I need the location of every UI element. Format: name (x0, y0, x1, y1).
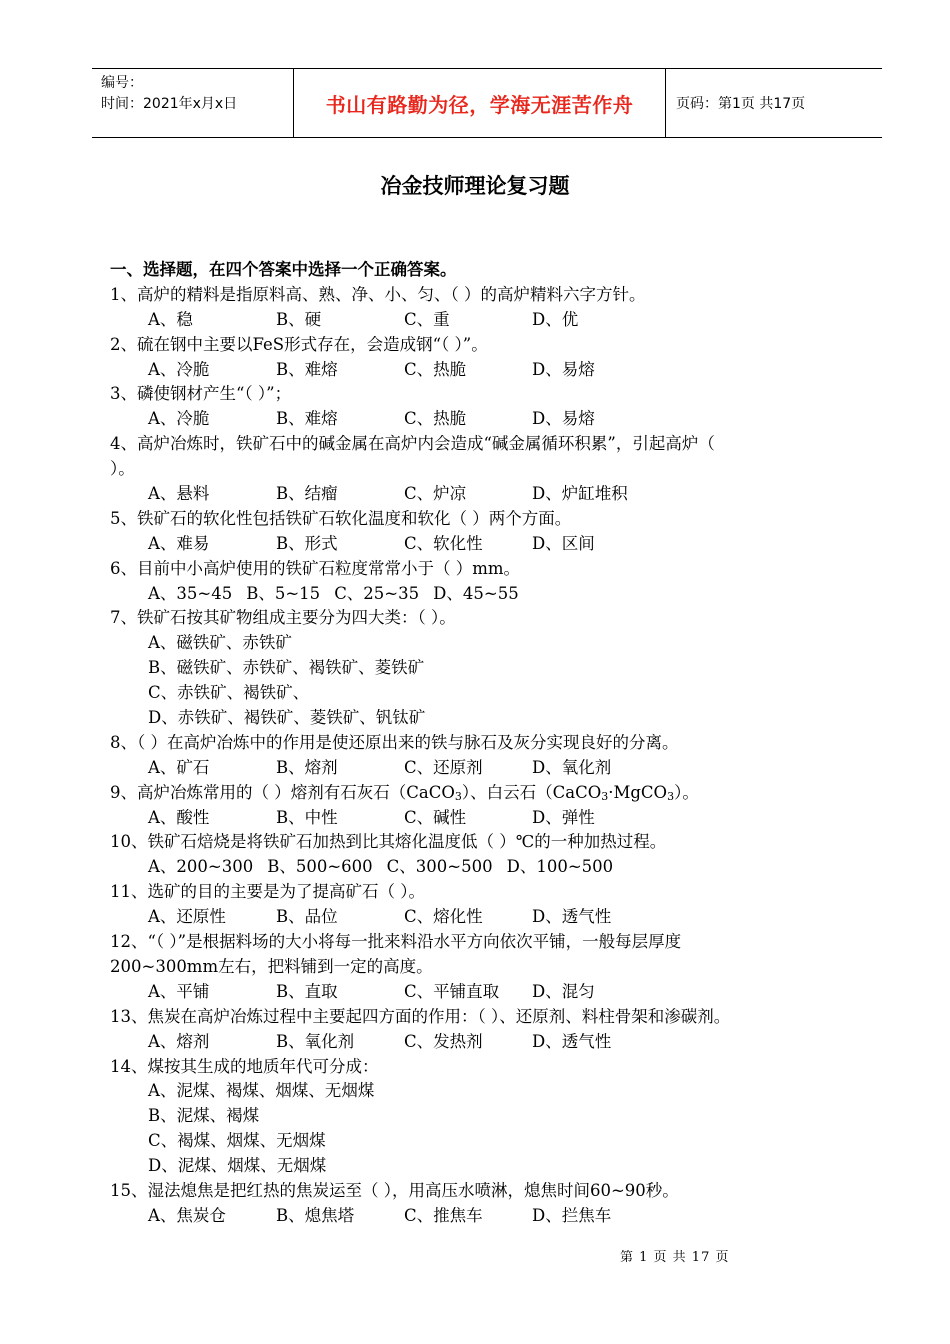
question-2: 2、硫在钢中主要以FeS形式存在，会造成钢“（ ）”。 (110, 334, 488, 354)
header-page-number: 页码：第1页 共17页 (676, 96, 806, 112)
question-9-text-a: 9、高炉冶炼常用的（ ）熔剂有石灰石（CaCO (110, 782, 455, 802)
page-header (92, 68, 882, 138)
document-date: 时间：2021年x月x日 (101, 96, 238, 112)
question-12-options (110, 980, 870, 1005)
question-14: 14、煤按其生成的地质年代可分成： (110, 1056, 379, 1076)
header-info-cell (92, 69, 294, 137)
option-c: C、发热剂 (404, 1031, 483, 1051)
option-b: B、硬 (276, 309, 322, 329)
question-6: 6、目前中小高炉使用的铁矿石粒度常常小于（ ）mm。 (110, 558, 521, 578)
question-5-options (110, 532, 870, 557)
option-a: A、酸性 (148, 807, 210, 827)
question-9-options (110, 806, 870, 831)
option-c: C、推焦车 (404, 1205, 483, 1225)
option-c: C、软化性 (404, 533, 483, 553)
question-11: 11、选矿的目的主要是为了提高矿石（ ）。 (110, 882, 425, 902)
option-a: A、还原性 (148, 907, 226, 927)
question-4-options (110, 482, 870, 507)
option-b: B、氧化剂 (276, 1031, 355, 1051)
header-motto: 书山有路勤为径，学海无涯苦作舟 (294, 69, 666, 137)
option-b: B、中性 (276, 807, 338, 827)
option-b: B、难熔 (276, 409, 338, 429)
option-d: D、易熔 (532, 409, 595, 429)
option-d: D、泥煤、烟煤、无烟煤 (148, 1156, 327, 1176)
option-c: C、热脆 (404, 359, 467, 379)
option-a: A、悬料 (148, 484, 210, 504)
question-15: 15、湿法熄焦是把红热的焦炭运至（ ），用高压水喷淋，熄焦时间60~90秒。 (110, 1180, 679, 1200)
option-d: D、弹性 (532, 807, 595, 827)
option-d: D、赤铁矿、褐铁矿、菱铁矿、钒钛矿 (148, 708, 426, 728)
question-6-options (110, 582, 870, 607)
option-c: C、300~500 (386, 857, 493, 877)
option-a: A、平铺 (148, 981, 210, 1001)
question-8-options (110, 756, 870, 781)
option-c: C、还原剂 (404, 757, 483, 777)
question-1: 1、高炉的精料是指原料高、熟、净、小、匀、（ ）的高炉精料六字方针。 (110, 284, 646, 304)
option-b: B、熄焦塔 (276, 1205, 355, 1225)
option-a: A、磁铁矿、赤铁矿 (148, 633, 292, 653)
question-12: 12、“（ ）”是根据料场的大小将每一批来料沿水平方向依次平铺，一般每层厚度 (110, 932, 682, 952)
option-d: D、易熔 (532, 359, 595, 379)
option-b: B、熔剂 (276, 757, 338, 777)
question-11-options (110, 905, 870, 930)
option-a: A、难易 (148, 533, 210, 553)
question-12-continued: 200~300mm左右，把料铺到一定的高度。 (110, 956, 433, 976)
option-c: C、炉凉 (404, 484, 467, 504)
option-d: D、优 (532, 309, 579, 329)
option-c: C、熔化性 (404, 907, 483, 927)
option-a: A、稳 (148, 309, 193, 329)
option-c: C、赤铁矿、褐铁矿、 (148, 683, 310, 703)
option-d: D、透气性 (532, 1031, 612, 1051)
option-b: B、5~15 (246, 583, 321, 603)
question-4: 4、高炉冶炼时，铁矿石中的碱金属在高炉内会造成“碱金属循环积累”，引起高炉（ (110, 434, 715, 454)
option-a: A、焦炭仓 (148, 1205, 226, 1225)
subscript: 3 (454, 789, 462, 803)
option-a: A、矿石 (148, 757, 210, 777)
question-7: 7、铁矿石按其矿物组成主要分为四大类：（ ）。 (110, 608, 456, 628)
question-10-options (110, 855, 870, 880)
option-b: B、直取 (276, 981, 338, 1001)
option-a: A、200~300 (148, 857, 254, 877)
option-d: D、炉缸堆积 (532, 484, 628, 504)
section-heading: 一、选择题，在四个答案中选择一个正确答案。 (110, 260, 457, 279)
document-number-label: 编号： (101, 75, 143, 91)
option-b: B、500~600 (267, 857, 373, 877)
option-a: A、冷脆 (148, 359, 210, 379)
option-b: B、形式 (276, 533, 338, 553)
question-13: 13、焦炭在高炉冶炼过程中主要起四方面的作用：（ ）、还原剂、料柱骨架和渗碳剂。 (110, 1006, 731, 1026)
option-d: D、区间 (532, 533, 595, 553)
option-c: C、热脆 (404, 409, 467, 429)
question-3-options (110, 407, 870, 432)
option-c: C、褐煤、烟煤、无烟煤 (148, 1131, 326, 1151)
question-10: 10、铁矿石焙烧是将铁矿石加热到比其熔化温度低（ ）℃的一种加热过程。 (110, 832, 667, 852)
option-c: C、25~35 (334, 583, 420, 603)
question-2-options (110, 358, 870, 383)
question-list (110, 258, 870, 1229)
question-15-options (110, 1204, 870, 1229)
page-footer: 第 1 页 共 17 页 (620, 1250, 730, 1265)
option-b: B、磁铁矿、赤铁矿、褐铁矿、菱铁矿 (148, 658, 425, 678)
option-d: D、氧化剂 (532, 757, 612, 777)
question-9-text-b: ）、白云石（CaCO (461, 782, 602, 802)
option-b: B、品位 (276, 907, 338, 927)
option-d: D、混匀 (532, 981, 595, 1001)
option-c: C、碱性 (404, 807, 467, 827)
option-b: B、难熔 (276, 359, 338, 379)
question-1-options (110, 308, 870, 333)
option-d: D、45~55 (433, 583, 519, 603)
question-8: 8、（ ）在高炉冶炼中的作用是使还原出来的铁与脉石及灰分实现良好的分离。 (110, 732, 679, 752)
option-b: B、结瘤 (276, 484, 338, 504)
option-d: D、100~500 (506, 857, 614, 877)
option-a: A、冷脆 (148, 409, 210, 429)
option-a: A、熔剂 (148, 1031, 210, 1051)
question-5: 5、铁矿石的软化性包括铁矿石软化温度和软化（ ）两个方面。 (110, 508, 572, 528)
option-b: B、泥煤、褐煤 (148, 1106, 260, 1126)
question-3: 3、磷使钢材产生“（ ）”； (110, 384, 292, 404)
subscript: 3 (601, 789, 609, 803)
option-d: D、拦焦车 (532, 1205, 612, 1225)
option-c: C、平铺直取 (404, 981, 500, 1001)
question-9-text-d: ）。 (674, 782, 699, 802)
option-c: C、重 (404, 309, 450, 329)
document-title: 冶金技师理论复习题 (380, 174, 570, 198)
question-4-continued: ）。 (110, 459, 135, 479)
option-a: A、泥煤、褐煤、烟煤、无烟煤 (148, 1081, 375, 1101)
option-a: A、35~45 (148, 583, 233, 603)
option-d: D、透气性 (532, 907, 612, 927)
question-13-options (110, 1030, 870, 1055)
question-9 (110, 781, 870, 806)
subscript: 3 (667, 789, 675, 803)
question-9-text-c: ·MgCO (608, 782, 668, 802)
